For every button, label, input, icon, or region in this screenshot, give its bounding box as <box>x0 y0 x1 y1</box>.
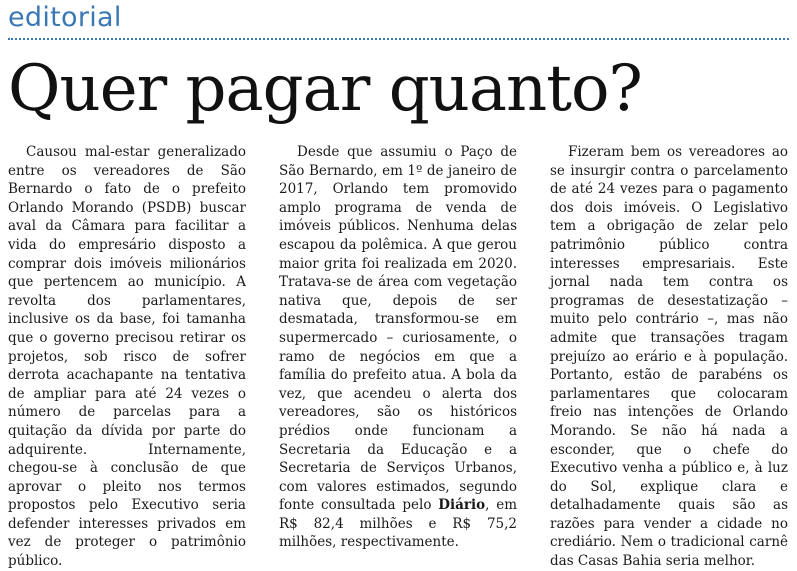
column-2-text-end: , em R$ 82,4 milhões e R$ 75,2 milhões, respectivamente. <box>279 497 517 551</box>
column-1 <box>8 143 246 571</box>
column-2 <box>279 143 517 552</box>
section-divider <box>8 38 789 40</box>
newspaper-name: Diário <box>438 497 486 514</box>
column-3-text: Fizeram bem os vereadores ao se insurgir contra o parcelamento de até 24 vezes para o pagamento dos dois imóveis. O Legislativo tem a obrigação de zelar pelo patrimônio público contra interesses empresariais. Este jornal nada tem contra os programas de desestatização – muito pelo contrário –, mas não admite que transações tragam prejuízo ao erário e à população. Portanto, estão de parabéns os parlamentares que colocaram freio nas intenções de Orlando Morando. Se não há nada a esconder, que o chefe do Executivo venha a público e, à luz do Sol, explique clara e detalhadamente quais são as razões para vender a cidade no crediário. Nem o tradicional carnê das Casas Bahia seria melhor. <box>550 144 788 570</box>
column-2-text-start: Desde que assumiu o Paço de São Bernardo, em 1º de janeiro de 2017, Orlando tem promovido amplo programa de venda de imóveis públicos. Nenhuma delas escapou da polêmica. A que gerou maior grita foi realizada em 2020. Tratava-se de área com vegetação nativa que, depois de ser desmatada, transformou-se em supermercado – curiosamente, o ramo de negócios em que a família do prefeito atua. A bola da vez, que acendeu o alerta dos vereadores, são os históricos prédios onde funcionam a Secretaria da Educação e a Secretaria de Serviços Urbanos, com valores estimados, segundo fonte consultada pelo <box>279 144 517 514</box>
column-1-text: Causou mal-estar generalizado entre os vereadores de São Bernardo o fato de o prefeito Orlando Morando (PSDB) buscar aval da Câmara para facilitar a vida do empresário disposto a comprar dois imóveis milionários que pertencem ao município. A revolta dos parlamentares, inclusive os da base, foi tamanha que o governo precisou retirar os projetos, sob risco de sofrer derrota acachapante na tentativa de ampliar para até 24 vezes o número de parcelas para a quitação da dívida por parte do adquirente. Internamente, chegou-se à conclusão de que aprovar o pleito nos termos propostos pelo Executivo seria defender interesses privados em vez de proteger o patrimônio público. <box>8 144 246 570</box>
headline: Quer pagar quanto? <box>8 52 642 126</box>
column-3 <box>550 143 788 571</box>
column-2-text <box>279 143 517 552</box>
section-label: editorial <box>8 2 122 33</box>
article-body <box>8 143 789 570</box>
